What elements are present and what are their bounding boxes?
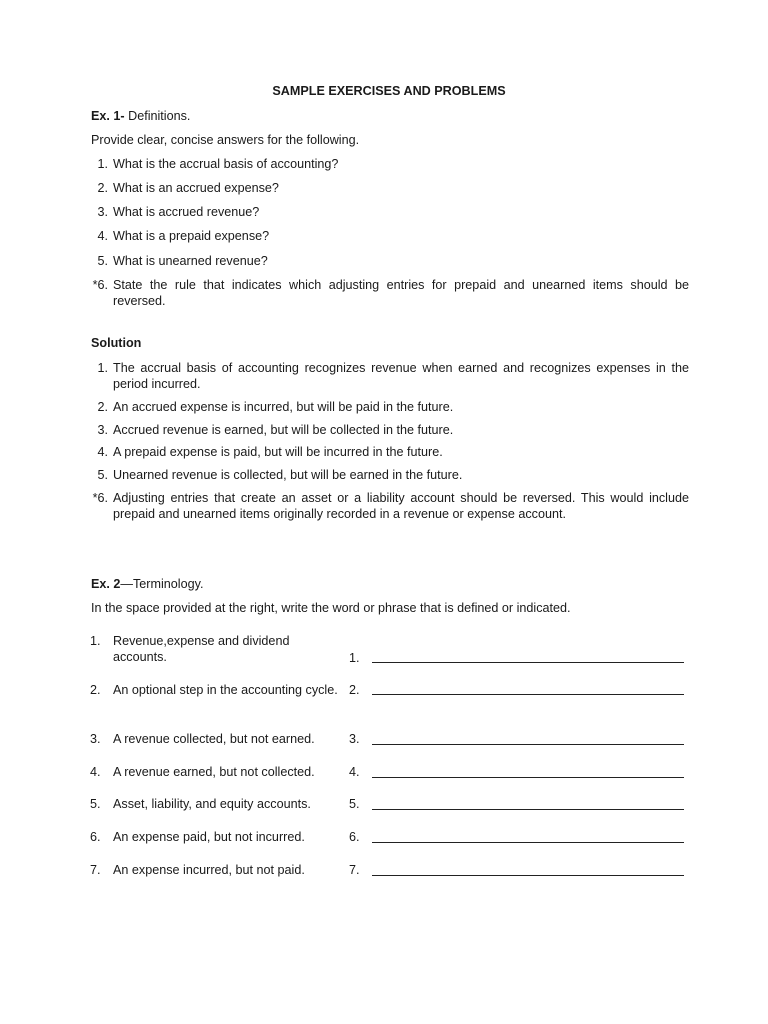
- ex1-title: Definitions.: [124, 109, 191, 123]
- answer-text: A prepaid expense is paid, but will be incurred in the future.: [113, 445, 443, 459]
- question-text: What is accrued revenue?: [113, 205, 260, 219]
- item-text: Revenue,expense and dividend accounts.: [113, 634, 290, 664]
- item-text: An expense paid, but not incurred.: [113, 830, 305, 844]
- question-number: 2.: [97, 181, 108, 195]
- solution-answer: [84, 490, 689, 522]
- solution-answer: [84, 422, 689, 438]
- answer-blank-line[interactable]: [372, 809, 684, 810]
- terminology-item: [90, 682, 690, 716]
- item-text: A revenue earned, but not collected.: [113, 765, 315, 779]
- question-number: 1.: [97, 157, 108, 171]
- item-text: An expense incurred, but not paid.: [113, 863, 305, 877]
- answer-number: 3.: [97, 423, 108, 437]
- item-number: 3.: [90, 732, 101, 746]
- answer-blank-line[interactable]: [372, 777, 684, 778]
- answer-number: 5.: [97, 468, 108, 482]
- question-text: What is unearned revenue?: [113, 254, 268, 268]
- answer-number: 3.: [349, 732, 360, 746]
- question-text: State the rule that indicates which adjusting entries for prepaid and unearned items should be reversed.: [113, 278, 689, 308]
- answer-number: 7.: [349, 863, 360, 877]
- ex2-instruction: In the space provided at the right, write the word or phrase that is defined or indicated.: [91, 601, 571, 615]
- ex1-instruction: Provide clear, concise answers for the following.: [91, 133, 360, 147]
- page-title: SAMPLE EXERCISES AND PROBLEMS: [272, 84, 506, 98]
- item-number: 2.: [90, 683, 101, 697]
- answer-blank-line[interactable]: [372, 694, 684, 695]
- ex2-title: —Terminology.: [120, 577, 204, 591]
- solution-answer: [84, 399, 689, 415]
- terminology-item: [90, 796, 690, 830]
- question-number: 5.: [97, 254, 108, 268]
- answer-text: Unearned revenue is collected, but will be earned in the future.: [113, 468, 463, 482]
- answer-blank-line[interactable]: [372, 842, 684, 843]
- ex2-label: Ex. 2: [91, 577, 121, 591]
- answer-number: 6.: [349, 830, 360, 844]
- answer-number: 5.: [349, 797, 360, 811]
- answer-number: 4.: [97, 445, 108, 459]
- answer-text: The accrual basis of accounting recognizes revenue when earned and recognizes expenses in the period incurred.: [113, 361, 689, 391]
- item-text: An optional step in the accounting cycle.: [113, 683, 338, 697]
- solution-answer: [84, 444, 689, 460]
- item-number: 7.: [90, 863, 101, 877]
- solution-heading: Solution: [91, 336, 142, 350]
- answer-number: 2.: [349, 683, 360, 697]
- answer-number: 4.: [349, 765, 360, 779]
- question-number: 4.: [97, 229, 108, 243]
- solution-answer: [84, 360, 689, 392]
- answer-text: An accrued expense is incurred, but will be paid in the future.: [113, 400, 454, 414]
- ex2-heading: [91, 576, 203, 592]
- ex1-question: [84, 204, 689, 220]
- answer-number: *6.: [92, 491, 108, 505]
- item-number: 4.: [90, 765, 101, 779]
- ex1-question: [84, 228, 689, 244]
- item-text: Asset, liability, and equity accounts.: [113, 797, 311, 811]
- answer-blank-line[interactable]: [372, 744, 684, 745]
- terminology-item: [90, 829, 690, 863]
- ex1-question: [84, 156, 689, 172]
- ex1-label: Ex. 1-: [91, 109, 125, 123]
- answer-text: Adjusting entries that create an asset or a liability account should be reversed. This would include prepaid and unearned items originally recorded in a revenue or expense account.: [113, 491, 689, 521]
- terminology-item: [90, 633, 690, 667]
- answer-text: Accrued revenue is earned, but will be collected in the future.: [113, 423, 454, 437]
- terminology-item: [90, 862, 690, 896]
- ex1-question: [84, 277, 689, 309]
- item-number: 1.: [90, 634, 101, 648]
- ex1-question: [84, 253, 689, 269]
- answer-number: 1.: [349, 651, 360, 665]
- question-number: *6.: [92, 278, 108, 292]
- terminology-item: [90, 731, 690, 765]
- answer-number: 2.: [97, 400, 108, 414]
- terminology-item: [90, 764, 690, 798]
- ex1-question: [84, 180, 689, 196]
- question-text: What is a prepaid expense?: [113, 229, 270, 243]
- answer-blank-line[interactable]: [372, 875, 684, 876]
- solution-answer: [84, 467, 689, 483]
- question-number: 3.: [97, 205, 108, 219]
- item-number: 5.: [90, 797, 101, 811]
- item-number: 6.: [90, 830, 101, 844]
- answer-blank-line[interactable]: [372, 662, 684, 663]
- answer-number: 1.: [97, 361, 108, 375]
- ex1-heading: [91, 108, 190, 124]
- question-text: What is an accrued expense?: [113, 181, 279, 195]
- question-text: What is the accrual basis of accounting?: [113, 157, 339, 171]
- item-text: A revenue collected, but not earned.: [113, 732, 315, 746]
